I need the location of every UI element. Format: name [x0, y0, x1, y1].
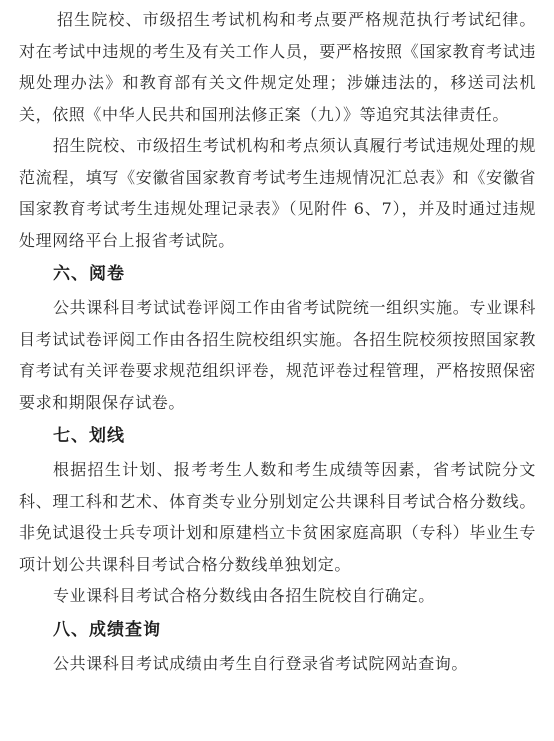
- paragraph-marking: 公共课科目考试试卷评阅工作由省考试院统一组织实施。专业课科目考试试卷评阅工作由各招生院校组织实施。各招生院校须按照国家教育考试有关评卷要求规范组织评卷，规范评卷过程管理，严格按照保密要求和期限保存试卷。: [19, 298, 536, 412]
- paragraph-violation-process: 招生院校、市级招生考试机构和考点须认真履行考试违规处理的规范流程，填写《安徽省国家教育考试考生违规情况汇总表》和《安徽省国家教育考试考生违规处理记录表》（见附件 6、7），并及时通过违规处理网络平台上报省考试院。: [19, 136, 536, 250]
- section-heading-cutoff: 七、划线: [53, 426, 125, 446]
- section-heading-score-query: 八、成绩查询: [53, 619, 161, 640]
- paragraph-cutoff-public: 根据招生计划、报考考生人数和考生成绩等因素，省考试院分文科、理工科和艺术、体育类专业分别划定公共课科目考试合格分数线。非免试退役士兵专项计划和原建档立卡贫困家庭高职（专科）毕业生专项计划公共课科目考试合格分数线单独划定。: [19, 460, 536, 574]
- paragraph-cutoff-professional: 专业课科目考试合格分数线由各招生院校自行确定。: [53, 586, 435, 605]
- section-heading-marking: 六、阅卷: [53, 264, 125, 284]
- paragraph-score-query: 公共课科目考试成绩由考生自行登录省考试院网站查询。: [53, 653, 469, 673]
- paragraph-exam-discipline: 招生院校、市级招生考试机构和考点要严格规范执行考试纪律。对在考试中违规的考生及有关工作人员，要严格按照《国家教育考试违规处理办法》和教育部有关文件规定处理；涉嫌违法的，移送司法机关，依照《中华人民共和国刑法修正案（九）》等追究其法律责任。: [19, 10, 536, 124]
